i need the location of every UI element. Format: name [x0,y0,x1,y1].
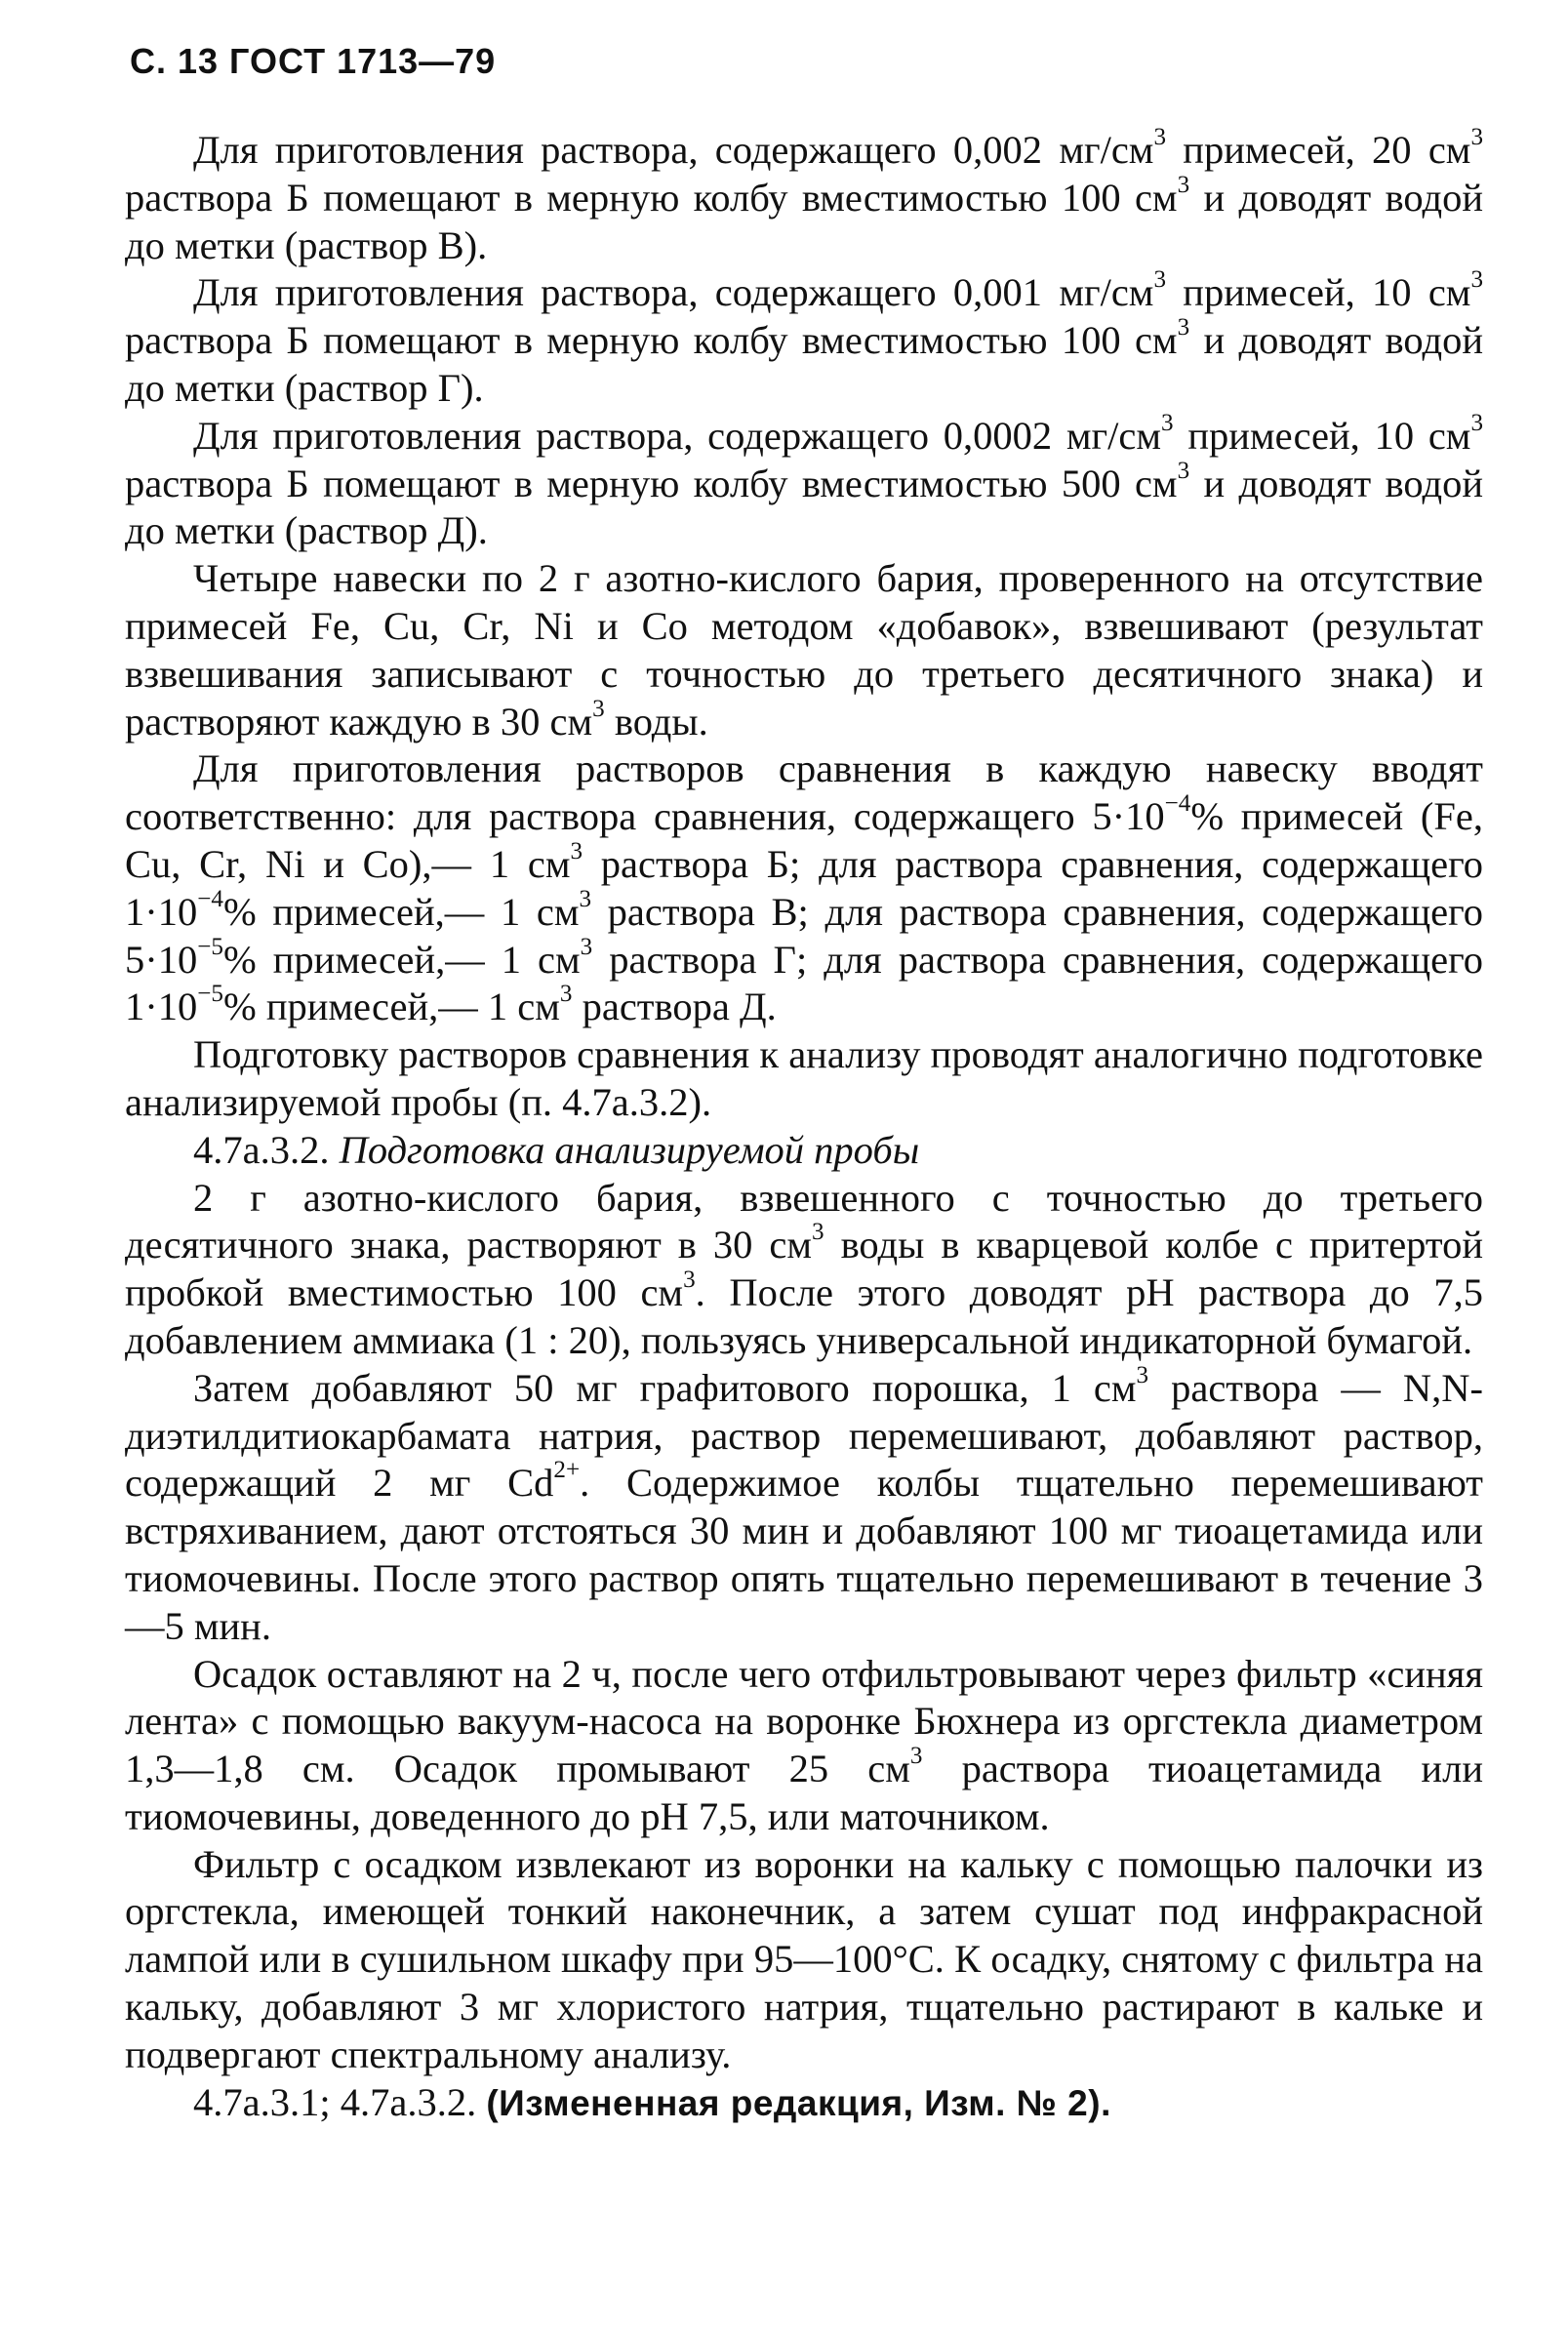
superscript: −4 [197,885,223,912]
paragraph-text: . Содержимое колбы тщательно перемешивают встряхиванием, дают отстояться 30 мин и добавляют 100 мг тиоацетамида или тиомочевины. После этого раствор опять тщательно перемешивают в течение 3—5 мин. [125,1461,1483,1648]
superscript: 3 [812,1219,824,1246]
paragraph-text: раствора Д. [572,985,777,1029]
paragraph-text: раствора Г; для раствора сравнения, содержащего 1·10 [125,937,1483,1029]
paragraph-text: % примесей,— 1 см [222,937,581,982]
superscript: −5 [197,981,223,1008]
superscript: 3 [683,1267,696,1294]
section-title: Подготовка анализируемой пробы [339,1127,920,1172]
amendment-note [125,2079,1483,2128]
paragraph-text: раствора Б помещают в мерную колбу вместимостью 500 см [125,461,1178,505]
page-header: С. 13 ГОСТ 1713—79 [130,41,497,81]
body-paragraph [125,555,1483,745]
document-body [125,124,1484,2127]
paragraph-text: Четыре навески по 2 г азотно-кислого бария, проверенного на отсутствие примесей Fe, Cu, Cr, Ni и Co методом «добавок», взвешивают (результат взвешивания записывают с точностью до третьего десятичного знака) и растворяют каждую в 30 см [125,556,1483,744]
section-heading [125,1127,1483,1175]
paragraph-text: Подготовку растворов сравнения к анализу проводят аналогично подготовке анализируемой пробы (п. 4.7а.3.2). [125,1032,1483,1124]
paragraph-text: раствора В; для раствора сравнения, содержащего 5·10 [125,889,1483,982]
body-paragraph [125,745,1483,1031]
superscript: 3 [580,933,593,960]
paragraph-text: раствора Б помещают в мерную колбу вместимостью 100 см [125,175,1178,220]
superscript: 3 [1177,314,1190,342]
paragraph-text: . После этого доводят pH раствора до 7,5 добавлением аммиака (1 : 20), пользуясь универсальной индикаторной бумагой. [125,1270,1483,1362]
superscript: 3 [1136,1361,1149,1388]
paragraph-text: раствора тиоацетамида или тиомочевины, доведенного до pH 7,5, или маточником. [125,1747,1483,1838]
paragraph-text: воды. [604,699,708,744]
paragraph-text: и доводят водой до метки (раствор Г). [125,318,1484,410]
paragraph-text: % примесей (Fe, Cu, Cr, Ni и Co),— 1 см [125,794,1483,886]
note-reference: 4.7а.3.1; 4.7а.3.2. [193,2079,477,2124]
superscript: 3 [1153,266,1166,294]
paragraph-text: раствора Б; для раствора сравнения, содержащего 1·10 [125,841,1484,934]
paragraph-text: примесей, 20 см [1166,128,1471,172]
superscript: 3 [1470,124,1483,151]
superscript: 3 [1177,457,1190,484]
note-title: (Измененная редакция, Изм. № 2). [486,2082,1111,2123]
paragraph-text: и доводят водой до метки (раствор Д). [125,461,1484,553]
superscript: −4 [1164,790,1191,818]
section-number: 4.7а.3.2. [193,1127,330,1172]
paragraph-text: раствора — N,N-диэтилдитиокарбамата натрия, раствор перемешивают, добавляют раствор, содержащий 2 мг Cd [125,1365,1483,1506]
paragraph-text: примесей, 10 см [1173,413,1471,458]
superscript: 3 [1161,409,1174,436]
paragraph-text: % примесей,— 1 см [222,889,580,934]
superscript: 3 [1177,171,1190,198]
body-paragraph [125,1651,1483,1841]
superscript: 3 [1470,409,1483,436]
superscript: 2+ [553,1457,581,1484]
paragraph-text: раствора Б помещают в мерную колбу вместимостью 100 см [125,318,1178,363]
paragraph-text: Осадок оставляют на 2 ч, после чего отфильтровывают через фильтр «синяя лента» с помощью вакуум-насоса на воронке Бюхнера из оргстекла диаметром 1,3—1,8 см. Осадок промывают 25 см [125,1651,1483,1791]
superscript: 3 [570,838,583,865]
superscript: 3 [559,981,573,1008]
paragraph-text: % примесей,— 1 см [222,985,560,1029]
paragraph-text: Фильтр с осадком извлекают из воронки на кальку с помощью палочки из оргстекла, имеющей тонкий наконечник, а затем сушат под инфракрасной лампой или в сушильном шкафу при 95—100°C. К осадку, снятому с фильтра на кальку, добавляют 3 мг хлористого натрия, тщательно растирают в кальке и подвергают спектральному анализу. [125,1841,1483,2076]
body-paragraph [125,1841,1483,2079]
paragraph-text: Затем добавляют 50 мг графитового порошка, 1 см [193,1365,1137,1410]
body-paragraph [125,1175,1483,1365]
body-paragraph [125,1031,1483,1127]
paragraph-text: воды в кварцевой колбе с притертой пробкой вместимостью 100 см [125,1223,1483,1315]
paragraph-text: Для приготовления раствора, содержащего 0,001 мг/см [193,270,1154,315]
paragraph-text: примесей, 10 см [1166,270,1471,315]
body-paragraph [125,1361,1483,1651]
superscript: 3 [909,1743,923,1770]
body-paragraph [125,266,1484,412]
superscript: 3 [592,695,605,722]
paragraph-text: 2 г азотно-кислого бария, взвешенного с точностью до третьего десятичного знака, растворяют в 30 см [125,1175,1483,1267]
superscript: 3 [1153,124,1166,151]
paragraph-text: Для приготовления раствора, содержащего 0,0002 мг/см [193,413,1162,458]
body-paragraph [125,409,1484,555]
paragraph-text: Для приготовления растворов сравнения в каждую навеску вводят соответственно: для раствора сравнения, содержащего 5·10 [125,746,1483,839]
paragraph-text: Для приготовления раствора, содержащего 0,002 мг/см [193,128,1154,172]
body-paragraph [125,124,1484,269]
superscript: 3 [579,885,592,912]
paragraph-text: и доводят водой до метки (раствор В). [125,175,1484,267]
superscript: 3 [1470,266,1483,294]
superscript: −5 [197,933,223,960]
